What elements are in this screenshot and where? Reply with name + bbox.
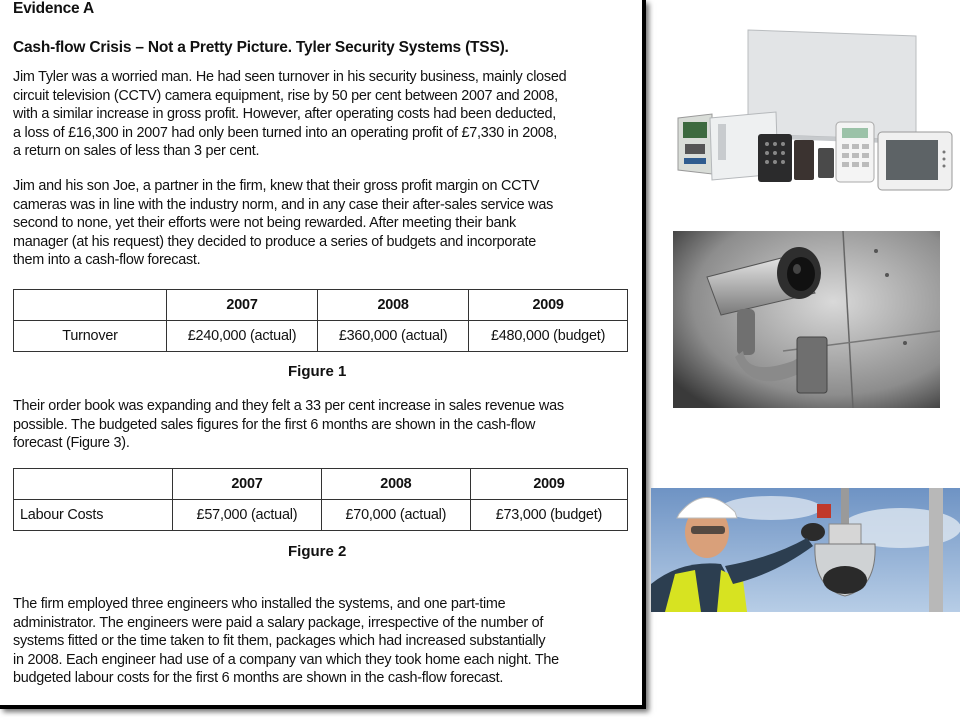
para-line: manager (at his request) they decided to produce a series of budgets and incorporate	[13, 233, 536, 250]
table-header-row	[14, 469, 628, 500]
table-header: 2008	[321, 469, 470, 500]
table-header: 2008	[318, 290, 469, 321]
table-header: 2007	[167, 290, 318, 321]
para-line: a return on sales of less than 3 per cent.	[13, 143, 260, 160]
para-line: cameras was in line with the industry norm, and in any case their after-sales service was	[13, 196, 554, 213]
para-line: Jim and his son Joe, a partner in the firm, knew that their gross profit margin on CCTV	[13, 178, 540, 194]
case-title: Cash-flow Crisis – Not a Pretty Picture. Tyler Security Systems (TSS).	[13, 39, 509, 56]
para-line: in 2008. Each engineer had use of a company van which they took home each night. The	[13, 651, 559, 668]
table-cell: Turnover	[14, 321, 167, 352]
table-cell: £240,000 (actual)	[167, 321, 318, 352]
table-cell: £480,000 (budget)	[469, 321, 628, 352]
paragraph-1	[13, 68, 627, 161]
para-line: a loss of £16,300 in 2007 had only been turned into an operating profit of £7,330 in 2008,	[13, 124, 557, 141]
para-line: second to none, yet their efforts were not being rewarded. After meeting their bank	[13, 215, 516, 232]
para-line: budgeted labour costs for the first 6 months are shown in the cash-flow forecast.	[13, 670, 504, 687]
para-line: possible. The budgeted sales figures for the first 6 months are shown in the cash-flow	[13, 416, 536, 433]
table-cell	[14, 290, 167, 321]
paragraph-3	[13, 397, 627, 453]
paragraph-2	[13, 177, 627, 270]
para-line: circuit television (CCTV) camera equipment, rise by 50 per cent between 2007 and 2008,	[13, 87, 558, 104]
table-cell	[14, 469, 173, 500]
table-row	[14, 500, 628, 531]
para-line: Jim Tyler was a worried man. He had seen turnover in his security business, mainly closed	[13, 69, 567, 85]
paragraph-4	[13, 595, 627, 688]
table-header: 2009	[469, 290, 628, 321]
table-header: 2007	[173, 469, 322, 500]
para-line: with a similar increase in gross profit. However, after operating costs had been deducted,	[13, 106, 557, 123]
evidence-label: Evidence A	[13, 0, 94, 17]
table-cell: £73,000 (budget)	[470, 500, 627, 531]
table-cell: £360,000 (actual)	[318, 321, 469, 352]
figure-2-caption: Figure 2	[288, 543, 347, 560]
para-line: administrator. The engineers were paid a salary package, irrespective of the number of	[13, 614, 544, 631]
figure-1-caption: Figure 1	[288, 363, 347, 380]
para-line: them into a cash-flow forecast.	[13, 252, 201, 269]
table-cell: £57,000 (actual)	[173, 500, 322, 531]
para-line: forecast (Figure 3).	[13, 435, 130, 452]
table-cell: Labour Costs	[14, 500, 173, 531]
table-row	[14, 321, 628, 352]
figure-2-table	[13, 468, 628, 531]
security-equipment-photo	[670, 22, 954, 210]
figure-1-table	[13, 289, 628, 352]
para-line: systems fitted or the time taken to fit them, packages which had increased substantially	[13, 633, 546, 650]
cctv-camera-photo	[673, 231, 940, 408]
table-header: 2009	[470, 469, 627, 500]
table-cell: £70,000 (actual)	[321, 500, 470, 531]
para-line: Their order book was expanding and they felt a 33 per cent increase in sales revenue was	[13, 398, 564, 414]
para-line: The firm employed three engineers who installed the systems, and one part-time	[13, 596, 506, 612]
table-header-row	[14, 290, 628, 321]
engineer-installing-camera-photo	[651, 488, 960, 612]
